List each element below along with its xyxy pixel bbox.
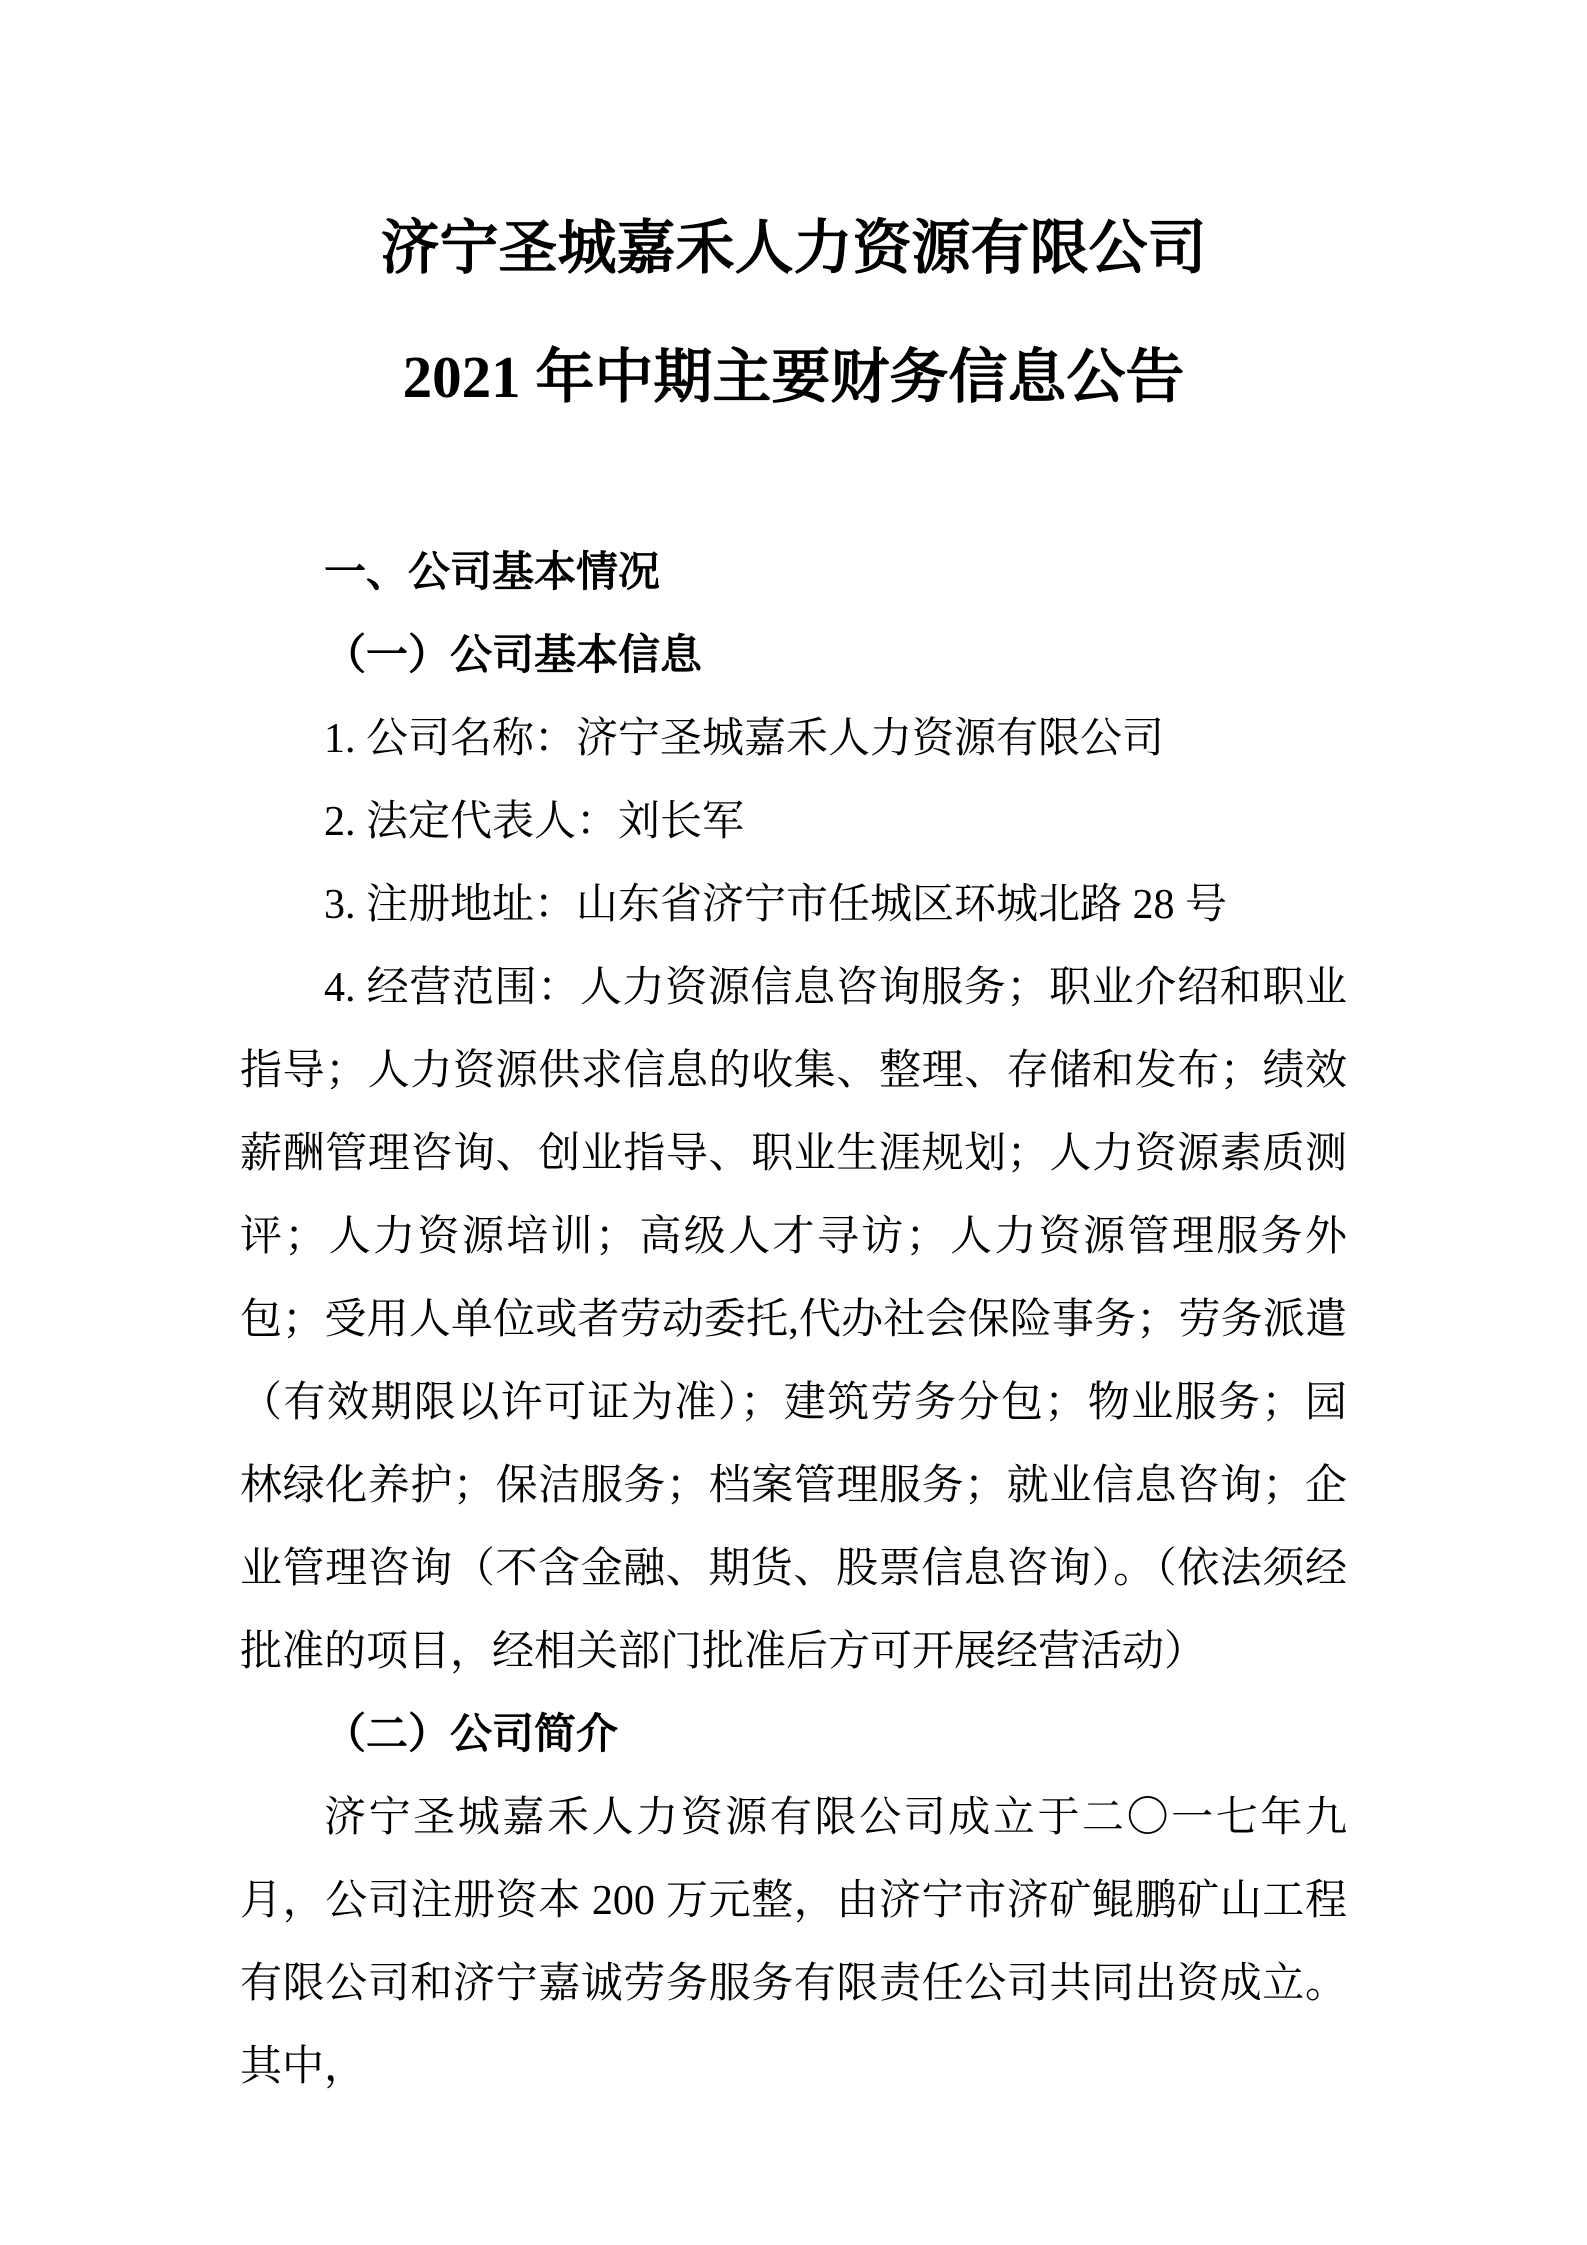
item-registered-address: 3. 注册地址：山东省济宁市任城区环城北路 28 号: [324, 882, 1228, 928]
document-title-line-1: 济宁圣城嘉禾人力资源有限公司: [380, 215, 1207, 281]
document-body: [240, 532, 1347, 2109]
subsection-heading-basic-info: （一）公司基本信息: [324, 633, 703, 679]
section-heading-basic-situation: 一、公司基本情况: [324, 550, 661, 596]
subsection-heading-company-profile: （二）公司简介: [324, 1712, 619, 1758]
paragraph-company-intro: 济宁圣城嘉禾人力资源有限公司成立于二〇一七年九月，公司注册资本 200 万元整，由济宁市济矿鲲鹏矿山工程有限公司和济宁嘉诚劳务服务有限责任公司共同出资成立。其中，: [240, 1795, 1347, 2090]
document-title-line-2: 2021 年中期主要财务信息公告: [402, 344, 1185, 410]
item-company-name: 1. 公司名称：济宁圣城嘉禾人力资源有限公司: [324, 716, 1165, 762]
item-business-scope: 4. 经营范围：人力资源信息咨询服务；职业介绍和职业指导；人力资源供求信息的收集、整理、存储和发布；绩效薪酬管理咨询、创业指导、职业生涯规划；人力资源素质测评；人力资源培训；高级人才寻访；人力资源管理服务外包；受用人单位或者劳动委托,代办社会保险事务；劳务派遣（有效期限以许可证为准）；建筑劳务分包；物业服务；园林绿化养护；保洁服务；档案管理服务；就业信息咨询；企业管理咨询（不含金融、期货、股票信息咨询）。（依法须经批准的项目，经相关部门批准后方可开展经营活动）: [240, 965, 1347, 1675]
item-legal-representative: 2. 法定代表人：刘长军: [324, 799, 745, 845]
document-title: [0, 184, 1587, 442]
